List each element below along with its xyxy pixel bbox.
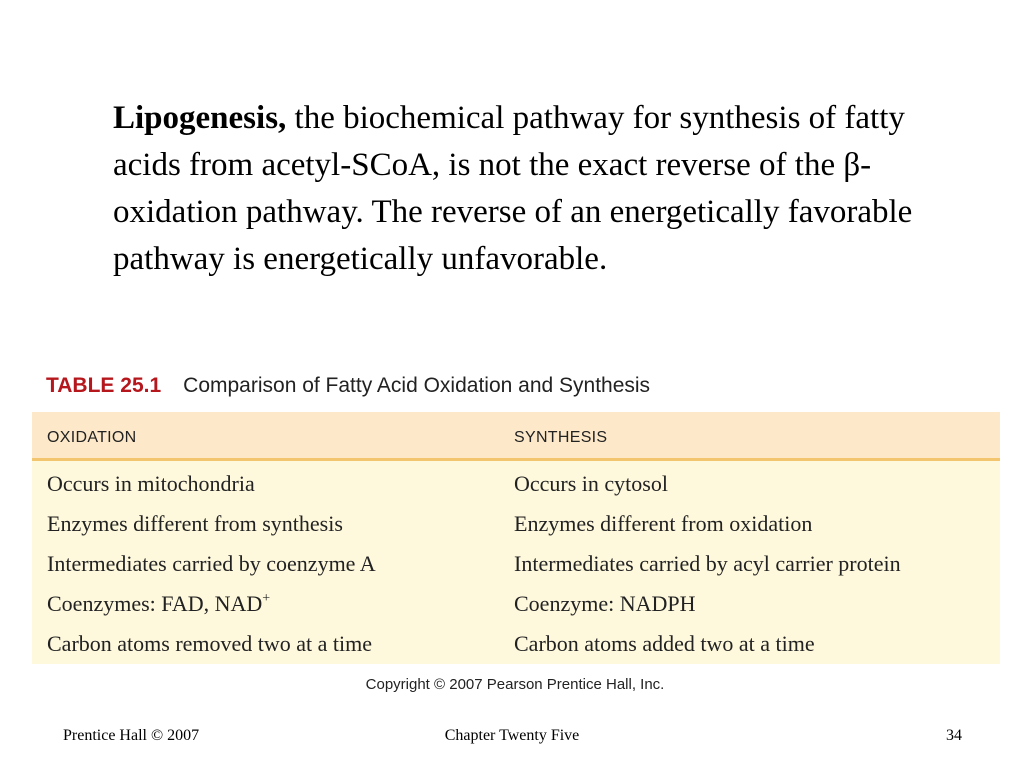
intro-text: the biochemical pathway for synthesis of fatty acids from acetyl-SCoA, is not the exact reverse of the β-oxidation pathway. The reverse of an energetically favorable pathway is energetically unfavorable.: [113, 100, 913, 277]
footer-publisher: Prentice Hall © 2007: [63, 727, 200, 744]
table-row: [32, 624, 1000, 664]
table-row: [32, 544, 1000, 584]
intro-term: Lipogenesis,: [113, 100, 287, 136]
synthesis-cell: Coenzyme: NADPH: [514, 591, 696, 616]
synthesis-cell: Occurs in cytosol: [514, 471, 668, 496]
table-row: [32, 464, 1000, 504]
oxidation-cell: [47, 591, 270, 617]
table-row: [32, 504, 1000, 544]
header-oxidation: OXIDATION: [47, 429, 137, 446]
slide-number: 34: [946, 727, 962, 744]
header-synthesis: SYNTHESIS: [514, 429, 608, 446]
table-number: TABLE 25.1: [46, 374, 162, 397]
synthesis-cell: Carbon atoms added two at a time: [514, 631, 815, 656]
table-header-row: [32, 412, 1000, 461]
oxidation-cell: Intermediates carried by coenzyme A: [47, 551, 376, 576]
nad-superscript: +: [262, 591, 271, 606]
footer-chapter: Chapter Twenty Five: [444, 727, 580, 744]
coenzymes-text: Coenzymes: FAD, NAD: [47, 591, 263, 616]
table-row: [32, 584, 1000, 624]
oxidation-cell: Carbon atoms removed two at a time: [47, 631, 373, 656]
synthesis-cell: Enzymes different from oxidation: [514, 511, 813, 536]
synthesis-cell: Intermediates carried by acyl carrier protein: [514, 551, 901, 576]
oxidation-cell: Occurs in mitochondria: [47, 471, 255, 496]
copyright-notice: Copyright © 2007 Pearson Prentice Hall, Inc.: [365, 676, 665, 693]
table-title: [46, 374, 650, 398]
intro-paragraph: [113, 95, 953, 283]
table-caption: Comparison of Fatty Acid Oxidation and Synthesis: [183, 374, 651, 397]
table-body: [32, 464, 1000, 664]
comparison-table: [32, 412, 1000, 664]
oxidation-cell: Enzymes different from synthesis: [47, 511, 343, 536]
